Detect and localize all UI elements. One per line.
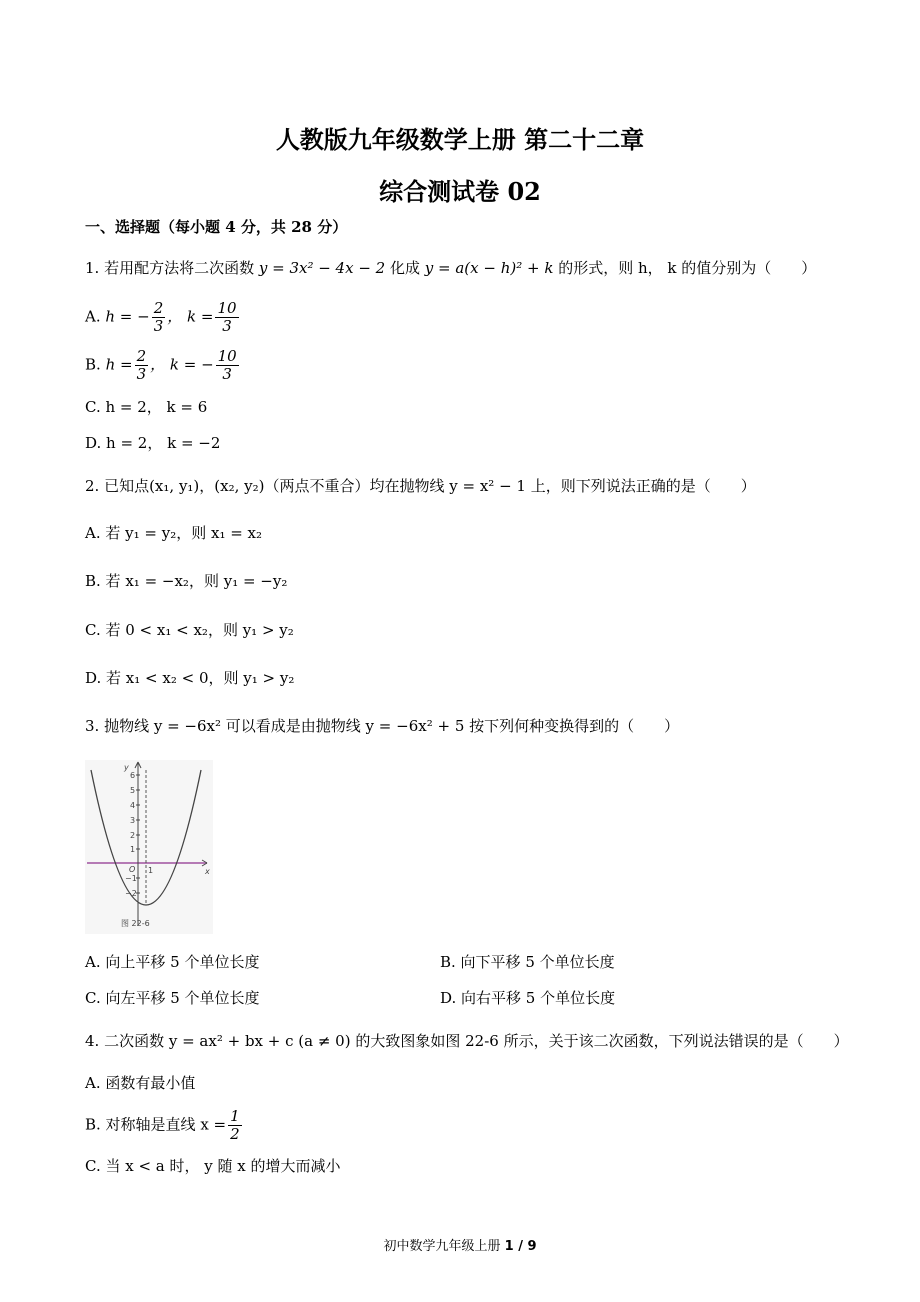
q4-option-a: A. 函数有最小值 [85, 1074, 196, 1092]
q4-option-c: C. 当 x < a 时， y 随 x 的增大而减小 [85, 1157, 341, 1175]
q1-option-b: B. h = $\frac{2}{3}$ ， k = − $\frac{10}{3}$ [85, 347, 237, 383]
y-tick-label: 6 [130, 771, 136, 780]
q3-stem: 3. 抛物线 y = −6x² 可以看成是由抛物线 y = −6x² + 5 按下列何种变换得到的（ ） [85, 717, 680, 735]
page-number: 1 / 9 [504, 1239, 537, 1254]
q2-option-b: B. 若 x₁ = −x₂，则 y₁ = −y₂ [85, 572, 288, 590]
q3-option-c: C. 向左平移 5 个单位长度 [85, 989, 260, 1007]
x-tick-label: 1 [148, 866, 154, 875]
section-heading: 一、选择题（每小题 4 分，共 28 分） [85, 218, 348, 236]
q1-option-d: D. h = 2， k = −2 [85, 434, 221, 452]
y-tick-label: 4 [130, 801, 136, 810]
q1-option-c: C. h = 2， k = 6 [85, 398, 208, 416]
y-tick-label: 5 [130, 786, 136, 795]
y-axis-label: y [124, 763, 129, 772]
y-tick-label: 3 [130, 816, 136, 825]
q4-stem: 4. 二次函数 y = ax² + bx + c (a ≠ 0) 的大致图象如图 22-6 所示，关于该二次函数，下列说法错误的是（ ） [85, 1032, 849, 1050]
q3-option-d: D. 向右平移 5 个单位长度 [440, 989, 616, 1007]
origin-label: O [129, 865, 136, 874]
q1-stem: 1. 若用配方法将二次函数 y = 3x² − 4x − 2 化成 y = a(x − h)² + k 的形式，则 h， k 的值分别为（ ） [85, 259, 817, 277]
q4-option-b: B. 对称轴是直线 x = $\frac{1}{2}$ [85, 1107, 240, 1143]
x-axis-label: x [205, 867, 210, 876]
q2-option-c: C. 若 0 < x₁ < x₂，则 y₁ > y₂ [85, 621, 294, 639]
doc-subtitle: 综合测试卷 02 [379, 177, 541, 206]
footer-text: 初中数学九年级上册 [383, 1239, 505, 1254]
q2-option-a: A. 若 y₁ = y₂，则 x₁ = x₂ [85, 524, 263, 542]
y-tick-label: 2 [130, 831, 136, 840]
y-tick-label: 1 [130, 845, 136, 854]
page-footer [0, 1235, 920, 1254]
q3-option-a: A. 向上平移 5 个单位长度 [85, 953, 260, 971]
doc-title: 人教版九年级数学上册 第二十二章 [275, 125, 645, 154]
y-tick-label: −2 [125, 889, 137, 898]
y-tick-label: −1 [125, 874, 137, 883]
q3-option-b: B. 向下平移 5 个单位长度 [440, 953, 615, 971]
q2-stem: 2. 已知点(x₁, y₁)，(x₂, y₂)（两点不重合）均在抛物线 y = x² − 1 上，则下列说法正确的是（ ） [85, 477, 756, 495]
figure-caption: 图 22-6 [121, 919, 150, 928]
parabola-figure [85, 760, 213, 934]
figure-background [85, 760, 213, 934]
q1-option-a: A. h = − $\frac{2}{3}$ ， k = $\frac{10}{3}$ [85, 299, 237, 335]
q2-option-d: D. 若 x₁ < x₂ < 0，则 y₁ > y₂ [85, 669, 295, 687]
